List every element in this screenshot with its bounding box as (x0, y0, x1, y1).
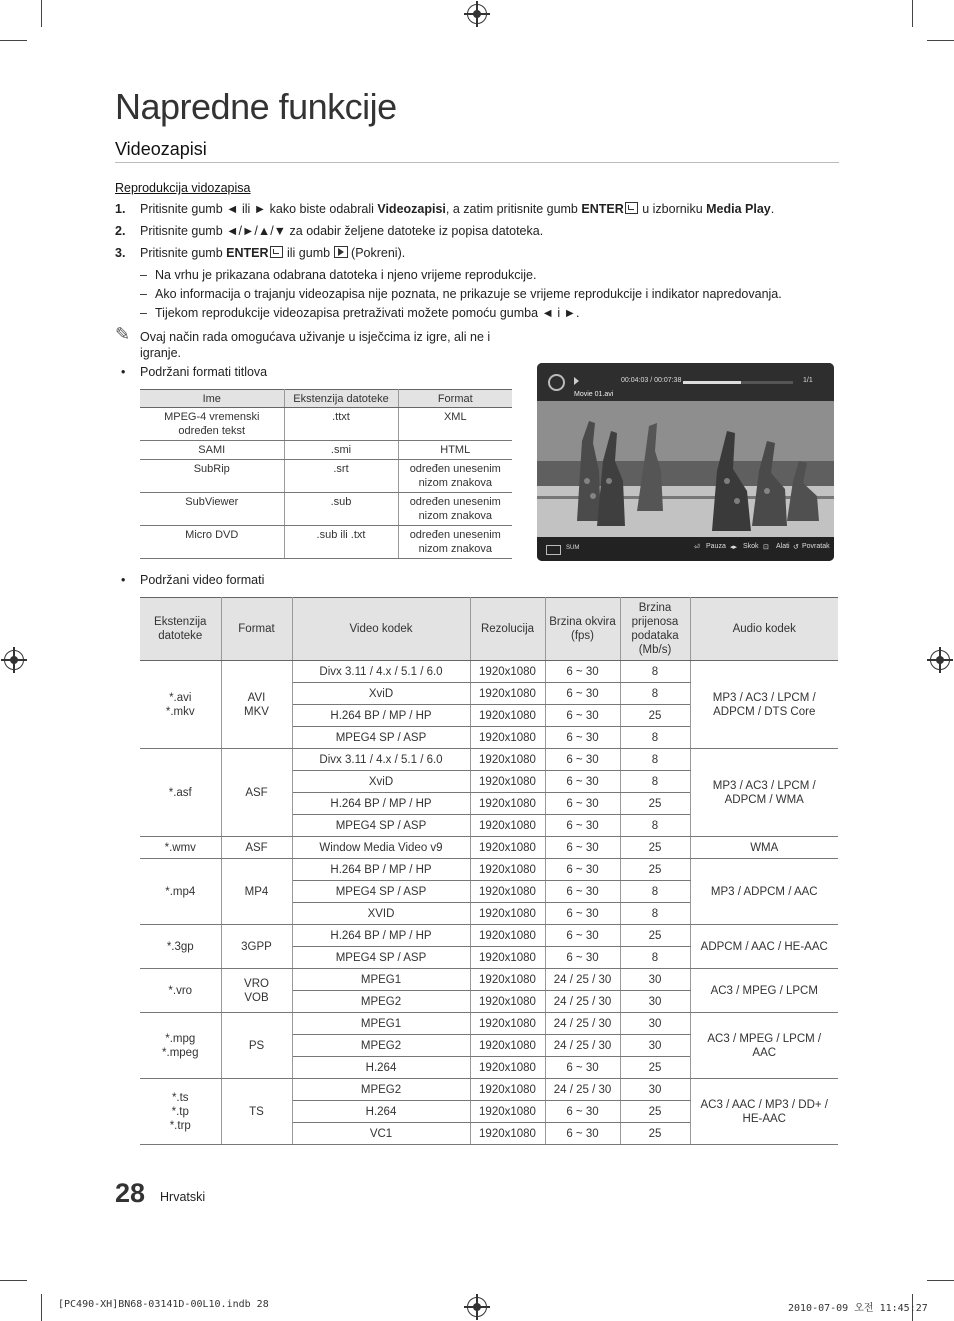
table-cell: 30 (620, 969, 690, 991)
table-cell: .smi (284, 441, 398, 460)
column-header: Ime (140, 390, 284, 408)
table-cell: 8 (620, 947, 690, 969)
table-cell: određen unesenim nizom znakova (398, 526, 512, 559)
table-cell: 25 (620, 1057, 690, 1079)
file-name: Movie 01.avi (574, 391, 614, 398)
audio-codec-cell: MP3 / AC3 / LPCM / ADPCM / DTS Core (690, 661, 838, 749)
table-cell: 1920x1080 (470, 859, 545, 881)
audio-codec-cell: AC3 / MPEG / LPCM (690, 969, 838, 1013)
table-cell: 6 ~ 30 (545, 881, 620, 903)
table-cell: 6 ~ 30 (545, 837, 620, 859)
enter-icon: ⏎ (694, 544, 700, 551)
step-1: 1. Pritisnite gumb ◄ ili ► kako biste odabrali Videozapisi, a zatim pritisnite gumb ENTER u izborniku Media Play. (115, 202, 775, 216)
extension-cell: *.mpg *.mpeg (140, 1013, 221, 1079)
table-cell: MPEG4 SP / ASP (292, 881, 470, 903)
table-cell: 6 ~ 30 (545, 661, 620, 683)
column-header: Video kodek (292, 598, 470, 661)
table-cell: MPEG4 SP / ASP (292, 727, 470, 749)
table-cell: 1920x1080 (470, 947, 545, 969)
tools-label: Alati (776, 543, 790, 550)
column-header: Brzina okvira (fps) (545, 598, 620, 661)
table-row (140, 837, 838, 859)
table-cell: MPEG2 (292, 1035, 470, 1057)
page-language: Hrvatski (160, 1190, 206, 1204)
table-cell: 6 ~ 30 (545, 859, 620, 881)
subtitle-formats-label: • Podržani formati titlova (121, 365, 268, 379)
table-cell: XviD (292, 683, 470, 705)
table-cell: 8 (620, 683, 690, 705)
crop-mark (0, 1280, 27, 1281)
table-cell: određen unesenim nizom znakova (398, 460, 512, 493)
table-cell: 1920x1080 (470, 1079, 545, 1101)
table-cell: SubRip (140, 460, 284, 493)
audio-codec-cell: AC3 / AAC / MP3 / DD+ / HE-AAC (690, 1079, 838, 1145)
sub-item: – Tijekom reprodukcije videozapisa pretraživati možete pomoću gumba ◄ i ►. (140, 306, 580, 320)
table-cell: H.264 BP / MP / HP (292, 859, 470, 881)
table-cell: 1920x1080 (470, 881, 545, 903)
play-status-icon (574, 377, 579, 385)
table-cell: 1920x1080 (470, 793, 545, 815)
table-cell: SubViewer (140, 493, 284, 526)
table-row (140, 441, 512, 460)
crop-mark (912, 0, 913, 27)
page-counter: 1/1 (803, 377, 813, 384)
table-cell: .sub (284, 493, 398, 526)
table-cell: 1920x1080 (470, 903, 545, 925)
table-cell: XviD (292, 771, 470, 793)
table-cell: 1920x1080 (470, 1013, 545, 1035)
extension-cell: *.asf (140, 749, 221, 837)
playback-time: 00:04:03 / 00:07:38 (621, 377, 682, 384)
column-header: Ekstenzija datoteke (140, 598, 221, 661)
crop-mark (41, 1294, 42, 1321)
player-top-bar (537, 363, 834, 401)
table-cell: 6 ~ 30 (545, 947, 620, 969)
table-cell: 1920x1080 (470, 1035, 545, 1057)
table-cell: 1920x1080 (470, 771, 545, 793)
skip-label: Skok (743, 543, 759, 550)
audio-codec-cell: MP3 / AC3 / LPCM / ADPCM / WMA (690, 749, 838, 837)
table-cell: MPEG1 (292, 1013, 470, 1035)
table-cell: 30 (620, 1013, 690, 1035)
column-header: Rezolucija (470, 598, 545, 661)
table-cell: 25 (620, 925, 690, 947)
table-cell: 24 / 25 / 30 (545, 1079, 620, 1101)
table-cell: 25 (620, 837, 690, 859)
usb-device-icon (546, 545, 561, 555)
column-header: Ekstenzija datoteke (284, 390, 398, 408)
table-cell: 8 (620, 661, 690, 683)
table-cell: 1920x1080 (470, 705, 545, 727)
subsection-title: Reprodukcija vidozapisa (115, 181, 251, 195)
table-cell: 6 ~ 30 (545, 903, 620, 925)
print-footer-date: 2010-07-09 오전 11:45:27 (788, 1303, 928, 1314)
table-row (140, 408, 512, 441)
table-cell: H.264 (292, 1101, 470, 1123)
table-cell: 25 (620, 705, 690, 727)
table-cell: 1920x1080 (470, 1123, 545, 1145)
format-cell: ASF (221, 749, 292, 837)
format-cell: TS (221, 1079, 292, 1145)
table-cell: H.264 BP / MP / HP (292, 705, 470, 727)
table-cell: H.264 BP / MP / HP (292, 925, 470, 947)
sub-item: – Na vrhu je prikazana odabrana datoteka i njeno vrijeme reprodukcije. (140, 268, 537, 282)
table-cell: 6 ~ 30 (545, 925, 620, 947)
subtitle-formats-table (140, 389, 512, 559)
extension-cell: *.mp4 (140, 859, 221, 925)
column-header: Format (221, 598, 292, 661)
enter-icon (625, 202, 638, 214)
crop-mark (41, 0, 42, 27)
table-cell: .srt (284, 460, 398, 493)
registration-mark-icon (4, 650, 24, 670)
table-cell: MPEG4 SP / ASP (292, 947, 470, 969)
table-cell: MPEG2 (292, 1079, 470, 1101)
table-cell: 24 / 25 / 30 (545, 969, 620, 991)
giraffe-scene-image (537, 401, 834, 537)
table-cell: 1920x1080 (470, 683, 545, 705)
table-cell: 8 (620, 749, 690, 771)
film-reel-icon (548, 374, 565, 391)
table-cell: 1920x1080 (470, 837, 545, 859)
table-cell: VC1 (292, 1123, 470, 1145)
table-cell: 8 (620, 903, 690, 925)
table-cell: 24 / 25 / 30 (545, 1035, 620, 1057)
device-label: SUM (566, 545, 580, 551)
audio-codec-cell: WMA (690, 837, 838, 859)
format-cell: 3GPP (221, 925, 292, 969)
table-cell: 25 (620, 1101, 690, 1123)
table-cell: 6 ~ 30 (545, 749, 620, 771)
table-row (140, 969, 838, 991)
table-cell: MPEG1 (292, 969, 470, 991)
table-cell: SAMI (140, 441, 284, 460)
chapter-title: Napredne funkcije (115, 86, 397, 127)
table-cell: 8 (620, 881, 690, 903)
table-cell: Divx 3.11 / 4.x / 5.1 / 6.0 (292, 661, 470, 683)
table-cell: 1920x1080 (470, 991, 545, 1013)
table-cell: 1920x1080 (470, 815, 545, 837)
section-title: Videozapisi (115, 139, 207, 159)
format-cell: AVI MKV (221, 661, 292, 749)
crop-mark (927, 1280, 954, 1281)
column-header: Brzina prijenosa podataka (Mb/s) (620, 598, 690, 661)
format-cell: VRO VOB (221, 969, 292, 1013)
table-cell: 6 ~ 30 (545, 1057, 620, 1079)
step-3: 3. Pritisnite gumb ENTER ili gumb (Pokreni). (115, 246, 406, 260)
table-cell: H.264 (292, 1057, 470, 1079)
table-cell: 25 (620, 793, 690, 815)
table-cell: 6 ~ 30 (545, 705, 620, 727)
table-cell: 6 ~ 30 (545, 1123, 620, 1145)
format-cell: ASF (221, 837, 292, 859)
progress-bar (683, 381, 793, 384)
video-formats-label: • Podržani video formati (121, 573, 265, 587)
note-pencil-icon: ✎ (115, 324, 131, 344)
print-footer-file: [PC490-XH]BN68-03141D-00L10.indb 28 (58, 1299, 269, 1310)
table-cell: MPEG4 SP / ASP (292, 815, 470, 837)
progress-fill (683, 381, 741, 384)
return-label: Povratak (802, 543, 830, 550)
table-cell: .ttxt (284, 408, 398, 441)
table-cell: .sub ili .txt (284, 526, 398, 559)
column-header: Format (398, 390, 512, 408)
enter-icon (270, 246, 283, 258)
pause-label: Pauza (706, 543, 726, 550)
table-row (140, 493, 512, 526)
table-row (140, 661, 838, 683)
crop-mark (927, 40, 954, 41)
page-number: 28 (115, 1178, 146, 1208)
extension-cell: *.vro (140, 969, 221, 1013)
table-cell: 24 / 25 / 30 (545, 991, 620, 1013)
table-cell: 1920x1080 (470, 969, 545, 991)
table-row (140, 749, 838, 771)
column-header: Audio kodek (690, 598, 838, 661)
table-cell: 30 (620, 991, 690, 1013)
table-cell: 6 ~ 30 (545, 727, 620, 749)
table-cell: 8 (620, 815, 690, 837)
table-cell: 8 (620, 727, 690, 749)
table-row (140, 460, 512, 493)
audio-codec-cell: AC3 / MPEG / LPCM / AAC (690, 1013, 838, 1079)
format-cell: MP4 (221, 859, 292, 925)
audio-codec-cell: MP3 / ADPCM / AAC (690, 859, 838, 925)
table-row (140, 526, 512, 559)
table-cell: 1920x1080 (470, 1057, 545, 1079)
table-cell: 1920x1080 (470, 661, 545, 683)
table-cell: 1920x1080 (470, 1101, 545, 1123)
video-frame-giraffes (537, 401, 834, 537)
table-cell: 24 / 25 / 30 (545, 1013, 620, 1035)
table-cell: XVID (292, 903, 470, 925)
table-cell: MPEG2 (292, 991, 470, 1013)
table-cell: 25 (620, 859, 690, 881)
table-cell: 1920x1080 (470, 925, 545, 947)
table-cell: Window Media Video v9 (292, 837, 470, 859)
table-row (140, 859, 838, 881)
registration-mark-icon (930, 650, 950, 670)
table-cell: 30 (620, 1079, 690, 1101)
extension-cell: *.avi *.mkv (140, 661, 221, 749)
extension-cell: *.wmv (140, 837, 221, 859)
table-cell: XML (398, 408, 512, 441)
extension-cell: *.3gp (140, 925, 221, 969)
table-cell: 6 ~ 30 (545, 1101, 620, 1123)
play-icon (334, 246, 348, 258)
note-text: Ovaj način rada omogućava uživanje u isječcima iz igre, ali ne i igranje. (140, 330, 491, 360)
video-formats-table (140, 597, 838, 1145)
table-cell: 6 ~ 30 (545, 771, 620, 793)
audio-codec-cell: ADPCM / AAC / HE-AAC (690, 925, 838, 969)
table-cell: 6 ~ 30 (545, 793, 620, 815)
table-row (140, 1013, 838, 1035)
player-bottom-bar (537, 537, 834, 561)
table-cell: 6 ~ 30 (545, 815, 620, 837)
registration-mark-icon (467, 1297, 487, 1317)
table-cell: Divx 3.11 / 4.x / 5.1 / 6.0 (292, 749, 470, 771)
step-2: 2. Pritisnite gumb ◄/►/▲/▼ za odabir željene datoteke iz popisa datoteka. (115, 224, 544, 238)
table-cell: 30 (620, 1035, 690, 1057)
table-cell: određen unesenim nizom znakova (398, 493, 512, 526)
video-player-screenshot (537, 363, 834, 561)
return-icon: ↺ (793, 544, 799, 551)
table-cell: MPEG-4 vremenski određen tekst (140, 408, 284, 441)
tools-icon: ⊡ (763, 544, 769, 551)
extension-cell: *.ts *.tp *.trp (140, 1079, 221, 1145)
table-row (140, 1079, 838, 1101)
table-cell: 1920x1080 (470, 727, 545, 749)
table-row (140, 925, 838, 947)
sub-item: – Ako informacija o trajanju videozapisa nije poznata, ne prikazuje se vrijeme reprodukcije i indikator napredovanja. (140, 287, 782, 301)
table-cell: HTML (398, 441, 512, 460)
crop-mark (0, 40, 27, 41)
table-cell: H.264 BP / MP / HP (292, 793, 470, 815)
format-cell: PS (221, 1013, 292, 1079)
table-cell: 25 (620, 1123, 690, 1145)
section-divider (115, 162, 839, 163)
registration-mark-icon (467, 4, 487, 24)
left-right-icon: ◂▸ (730, 544, 738, 551)
table-cell: Micro DVD (140, 526, 284, 559)
table-cell: 8 (620, 771, 690, 793)
table-cell: 1920x1080 (470, 749, 545, 771)
table-cell: 6 ~ 30 (545, 683, 620, 705)
